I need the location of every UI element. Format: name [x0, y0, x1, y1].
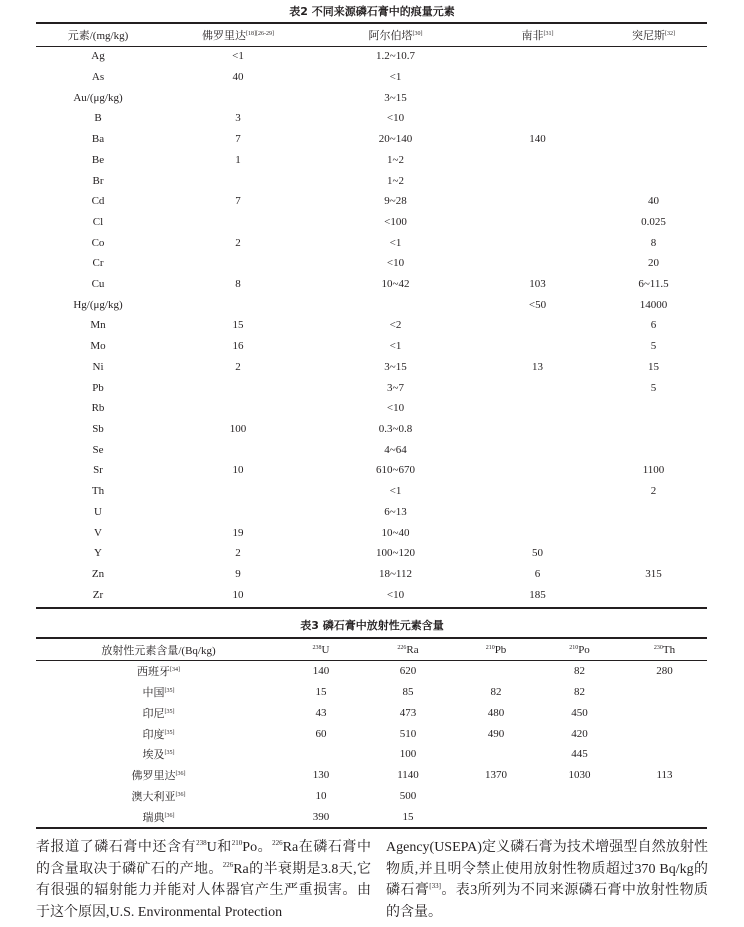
- table3-row: [36, 806, 707, 827]
- table2-row: [36, 377, 707, 398]
- table2-cell: 20: [648, 257, 659, 270]
- table2-row: [36, 481, 707, 502]
- table2-cell: Au/(μg/kg): [73, 91, 123, 104]
- body-paragraph-left: 者报道了磷石膏中还含有$^{238}$U和$^{210}$Po。$^{226}$Ra在磷石膏中的含量取决于磷矿石的产地。$^{226}$Ra的半衰期是3.8天,它有很强的辐射能力并能对人体器官产生严重损害。由于这个原因,U.S. Environmental Protection: [36, 839, 372, 920]
- table2-cell: Th: [91, 485, 105, 498]
- table3-row: [36, 661, 707, 682]
- table2-cell: [475, 522, 600, 543]
- table2-cell: 6: [650, 319, 657, 332]
- table2-cell: Br: [92, 174, 104, 187]
- table2-cell: 10~40: [381, 526, 410, 539]
- table2-cell: Hg/(μg/kg): [73, 298, 123, 311]
- table2-cell: <1: [232, 50, 244, 63]
- table2-cell: <10: [386, 588, 405, 601]
- table2-cell: <1: [389, 236, 402, 249]
- table2-row: [36, 232, 707, 253]
- table2-cell: 610~670: [376, 464, 415, 477]
- table3-cell: 43: [315, 706, 327, 719]
- table2-cell: Zn: [91, 567, 105, 580]
- table3-cell: 60: [315, 727, 327, 740]
- table2-cell: U: [94, 505, 102, 518]
- table3-row: [36, 765, 707, 786]
- table2-row: [36, 191, 707, 212]
- table2-cell: Ag: [91, 50, 105, 63]
- table3-row: [36, 744, 707, 765]
- table2-cell: 3~15: [384, 360, 407, 373]
- table2-cell: B: [94, 112, 102, 125]
- citation-ref: [35]: [164, 750, 175, 757]
- table3-row: [36, 682, 707, 703]
- table3-header-cell: $^{210}$Po: [569, 644, 590, 656]
- table2-cell: [475, 253, 600, 274]
- table2-cell: Be: [91, 153, 105, 166]
- table2-cell: 2: [650, 485, 657, 498]
- table3-cell: 130: [312, 769, 330, 782]
- table2-row: [36, 460, 707, 481]
- table2-cell: 19: [232, 526, 244, 539]
- table2-cell: <1: [389, 485, 402, 498]
- table3-cell: 420: [571, 727, 588, 740]
- table2-cell: 1.2~10.7: [376, 50, 415, 63]
- table2-cell: 100: [229, 423, 247, 435]
- table3-cell: [622, 723, 707, 744]
- table2-cell: 3: [235, 112, 241, 125]
- table2-row: [36, 564, 707, 585]
- table2-cell: [160, 294, 316, 315]
- table2-cell: 1~2: [387, 174, 404, 187]
- table3-cell: 82: [490, 686, 502, 699]
- table2-cell: [475, 315, 600, 336]
- table2-row: [36, 129, 707, 150]
- table2-cell: [600, 150, 707, 171]
- table2-cell: [160, 481, 316, 502]
- table2-cell: [160, 170, 316, 191]
- table2-cell: 140: [529, 133, 546, 146]
- table2-cell: 40: [648, 195, 659, 208]
- table2-bottom-rule: [36, 607, 707, 609]
- table3-cell: 1030: [568, 769, 591, 782]
- table3-row: [36, 786, 707, 807]
- table2-row: [36, 522, 707, 543]
- table2-cell: As: [91, 71, 105, 84]
- table2-cell: 0.3~0.8: [378, 423, 413, 435]
- table2-cell: [475, 419, 600, 440]
- table3-cell: [622, 806, 707, 827]
- table2-cell: [600, 87, 707, 108]
- table3-cell: 450: [571, 706, 588, 719]
- table2-cell: 3~7: [387, 381, 404, 394]
- citation-ref: [31]: [543, 31, 554, 37]
- table2-row: [36, 170, 707, 191]
- table3-cell: [537, 806, 622, 827]
- table2-header-cell: 突尼斯[32]: [632, 30, 675, 42]
- table2-cell: Cr: [92, 257, 104, 270]
- table2-row: [36, 398, 707, 419]
- table2-cell: [475, 481, 600, 502]
- table3-cell: 490: [487, 727, 505, 740]
- table3-source-cell: 埃及[35]: [142, 749, 175, 762]
- citation-ref: [34]: [170, 667, 180, 674]
- table2-row: [36, 584, 707, 605]
- table3-cell: 85: [402, 686, 414, 699]
- citation-ref: [35]: [164, 708, 175, 715]
- table2-cell: 14000: [639, 298, 668, 311]
- table2-cell: [600, 419, 707, 440]
- table2-caption: 表2 不同来源磷石膏中的痕量元素: [289, 5, 455, 18]
- table3-source-cell: 西班牙[34]: [137, 666, 180, 679]
- mass-number: 210: [485, 645, 495, 651]
- table2-cell: [600, 439, 707, 460]
- table2-cell: <1: [389, 71, 402, 84]
- table2-cell: [475, 87, 600, 108]
- table2-row: [36, 315, 707, 336]
- table2-cell: [160, 398, 316, 419]
- table2-cell: V: [94, 526, 102, 539]
- table3-cell: [281, 744, 361, 765]
- table2-cell: 8: [235, 278, 241, 291]
- table2-cell: 6~13: [384, 505, 407, 518]
- table2-cell: [475, 398, 600, 419]
- table2-cell: 5: [650, 340, 657, 353]
- table2-cell: [600, 67, 707, 88]
- table3-header-cell: $^{238}$U: [312, 644, 330, 656]
- mass-number: 226: [397, 645, 407, 651]
- table2-cell: [600, 108, 707, 129]
- citation-ref: [35]: [164, 729, 175, 736]
- table3-cell: 500: [399, 789, 417, 802]
- table3-cell: 445: [571, 748, 588, 761]
- mass-number: 238: [312, 645, 322, 651]
- table2-cell: 40: [232, 71, 244, 84]
- table3-header-cell: $^{230}$Th: [653, 644, 676, 656]
- table2-cell: [475, 336, 600, 357]
- mass-number: 210: [569, 645, 579, 651]
- table3-cell: [455, 744, 537, 765]
- table2-cell: [600, 501, 707, 522]
- table2-row: [36, 212, 707, 233]
- table2-cell: 1100: [642, 464, 665, 477]
- table3-source-cell: 佛罗里达[36]: [131, 770, 186, 783]
- table2-cell: <10: [386, 257, 405, 270]
- table2-cell: [316, 294, 475, 315]
- table2-cell: 2: [235, 360, 241, 373]
- table2-cell: 10: [232, 588, 244, 601]
- table2-cell: [160, 377, 316, 398]
- table2-row: [36, 501, 707, 522]
- table3-cell: 100: [399, 748, 417, 761]
- table2-cell: Cl: [92, 215, 104, 228]
- table2-row: [36, 294, 707, 315]
- table3-mid-rule: [36, 660, 707, 661]
- table2-cell: Co: [91, 236, 105, 249]
- table2-cell: 315: [645, 567, 662, 580]
- table2-row: [36, 87, 707, 108]
- citation-ref: [36]: [175, 791, 186, 798]
- table3-cell: [537, 786, 622, 807]
- table2-cell: <50: [528, 298, 547, 311]
- table3-bottom-rule: [36, 827, 707, 829]
- table2-cell: [475, 460, 600, 481]
- table3-caption: 表3 磷石膏中放射性元素含量: [300, 619, 444, 632]
- table2-cell: 100~120: [376, 547, 415, 560]
- table2-cell: Mo: [90, 340, 106, 353]
- table2-cell: [475, 46, 600, 67]
- table2-row: [36, 357, 707, 378]
- table3-cell: 15: [315, 686, 327, 699]
- table3-cell: [622, 744, 707, 765]
- table2-cell: <10: [386, 112, 405, 125]
- table2-cell: [475, 232, 600, 253]
- table2-cell: 7: [235, 195, 241, 208]
- citation-ref: [32]: [665, 31, 675, 37]
- table2-cell: [600, 129, 707, 150]
- table2-cell: 10~42: [381, 278, 410, 291]
- table2-cell: 18~112: [378, 567, 413, 580]
- table2-cell: [600, 584, 707, 605]
- table3-source-cell: 中国[35]: [142, 687, 175, 700]
- table3-source-cell: 印尼[35]: [142, 707, 175, 720]
- table3-cell: 620: [399, 665, 417, 678]
- table2-row: [36, 150, 707, 171]
- table3-cell: [455, 806, 537, 827]
- table2-cell: <1: [389, 340, 402, 353]
- table2-cell: 20~140: [378, 133, 413, 146]
- table2-cell: Se: [92, 443, 104, 456]
- table2-cell: [160, 501, 316, 522]
- table2-cell: Pb: [92, 381, 104, 394]
- table3-source-cell: 澳大利亚[36]: [131, 790, 186, 803]
- table2-cell: [160, 253, 316, 274]
- table3-cell: 510: [399, 727, 417, 740]
- table2-cell: 16: [232, 340, 244, 353]
- table2-cell: 103: [529, 278, 546, 291]
- table2-cell: [475, 170, 600, 191]
- table2-cell: [160, 439, 316, 460]
- table2-cell: Rb: [91, 402, 105, 415]
- table2-cell: 1~2: [387, 153, 404, 166]
- table2-header-cell: 元素/(mg/kg): [67, 30, 129, 42]
- table2-cell: Ba: [91, 133, 105, 146]
- citation-ref: [30]: [412, 31, 423, 37]
- citation-ref: [36]: [164, 812, 175, 819]
- table2-cell: [475, 212, 600, 233]
- table2-cell: 1: [235, 153, 241, 166]
- table2-cell: [160, 87, 316, 108]
- table2-cell: [475, 377, 600, 398]
- table3-cell: [622, 703, 707, 724]
- table3-cell: [622, 786, 707, 807]
- table2-cell: Y: [94, 547, 102, 560]
- table3-header-cell: $^{226}$Ra: [397, 644, 419, 656]
- body-paragraph-right: Agency(USEPA)定义磷石膏为技术增强型自然放射性物质,并且明令禁止使用放射性物质超过370 Bq/kg的磷石膏[33]。表3所列为不同来源磷石膏中放射性物质的含量。: [386, 840, 709, 920]
- table2-row: [36, 419, 707, 440]
- table2-cell: 185: [529, 588, 546, 601]
- table2-row: [36, 46, 707, 67]
- table2-row: [36, 439, 707, 460]
- table3-cell: [622, 682, 707, 703]
- table2-row: [36, 253, 707, 274]
- citation-ref: [18][26-29]: [246, 31, 274, 37]
- table2-cell: 15: [648, 360, 659, 373]
- table2-cell: 9: [235, 567, 241, 580]
- table2-cell: [600, 170, 707, 191]
- table2-cell: [600, 522, 707, 543]
- table2-cell: 5: [650, 381, 657, 394]
- table2-row: [36, 274, 707, 295]
- table3-source-cell: 印度[35]: [142, 728, 175, 741]
- table3-cell: 113: [656, 769, 673, 782]
- table2-cell: 2: [235, 547, 241, 560]
- table2-header-row: [36, 24, 707, 46]
- table2-row: [36, 336, 707, 357]
- table2-cell: 10: [232, 464, 244, 477]
- table2-cell: Sb: [92, 423, 104, 435]
- table2-cell: [600, 398, 707, 419]
- table2-cell: <2: [389, 319, 402, 332]
- citation-ref: [35]: [164, 688, 175, 695]
- table3-cell: [455, 661, 537, 682]
- table3-cell: 473: [399, 706, 417, 719]
- table3-cell: 10: [315, 789, 327, 802]
- table2-cell: [475, 67, 600, 88]
- table2-cell: 50: [532, 547, 543, 560]
- table2-cell: 6~11.5: [638, 278, 669, 291]
- table2-cell: 6: [534, 567, 541, 580]
- table2-cell: [600, 46, 707, 67]
- table2-header-cell: 阿尔伯塔[30]: [368, 30, 423, 42]
- table2-cell: Mn: [90, 319, 106, 332]
- table2-cell: 3~15: [384, 91, 407, 104]
- table2-cell: 9~28: [384, 195, 407, 208]
- table2-cell: Sr: [93, 464, 103, 477]
- table3-cell: 140: [312, 665, 330, 678]
- table2-cell: [475, 191, 600, 212]
- table2-row: [36, 108, 707, 129]
- table2-row: [36, 543, 707, 564]
- citation-ref: [36]: [175, 771, 186, 778]
- table2-cell: 15: [232, 319, 244, 332]
- table2-cell: [600, 543, 707, 564]
- table2-cell: [160, 212, 316, 233]
- table3-cell: 480: [487, 706, 505, 719]
- table3-radioactive-elements: [36, 639, 707, 827]
- table2-header-cell: 南非[31]: [521, 30, 554, 42]
- table3-cell: 280: [656, 665, 673, 678]
- table2-row: [36, 67, 707, 88]
- table2-cell: 13: [532, 360, 543, 373]
- table2-cell: <100: [384, 215, 407, 228]
- table3-header-row: [36, 639, 707, 661]
- table3-row: [36, 703, 707, 724]
- table2-cell: 4~64: [384, 443, 407, 456]
- table3-cell: 390: [312, 810, 330, 823]
- table2-cell: [475, 439, 600, 460]
- table3-row: [36, 723, 707, 744]
- table2-cell: Cd: [91, 195, 105, 208]
- table2-cell: 8: [650, 236, 657, 249]
- table2-cell: 2: [235, 236, 241, 249]
- table2-cell: <10: [386, 402, 405, 415]
- table3-cell: 1140: [397, 769, 419, 782]
- table3-cell: [455, 786, 537, 807]
- table2-cell: 0.025: [641, 215, 666, 228]
- table3-cell: 1370: [485, 769, 507, 782]
- table3-header-cell: 放射性元素含量/(Bq/kg): [101, 645, 216, 657]
- table3-header-cell: $^{210}$Pb: [485, 644, 507, 656]
- mass-number: 230: [653, 645, 663, 651]
- table2-cell: Ni: [92, 360, 104, 373]
- table2-header-cell: 佛罗里达[18][26-29]: [202, 30, 274, 42]
- table2-cell: Zr: [92, 588, 104, 601]
- table3-source-cell: 瑞典[36]: [142, 811, 175, 824]
- table2-mid-rule: [36, 46, 707, 47]
- table2-cell: [475, 108, 600, 129]
- table2-cell: 7: [235, 133, 241, 146]
- table2-cell: [475, 501, 600, 522]
- table2-trace-elements: [36, 24, 707, 605]
- table3-cell: 82: [574, 686, 585, 699]
- table3-cell: 82: [574, 665, 585, 678]
- table3-cell: 15: [402, 810, 414, 823]
- table2-cell: Cu: [91, 278, 105, 291]
- table2-cell: [475, 150, 600, 171]
